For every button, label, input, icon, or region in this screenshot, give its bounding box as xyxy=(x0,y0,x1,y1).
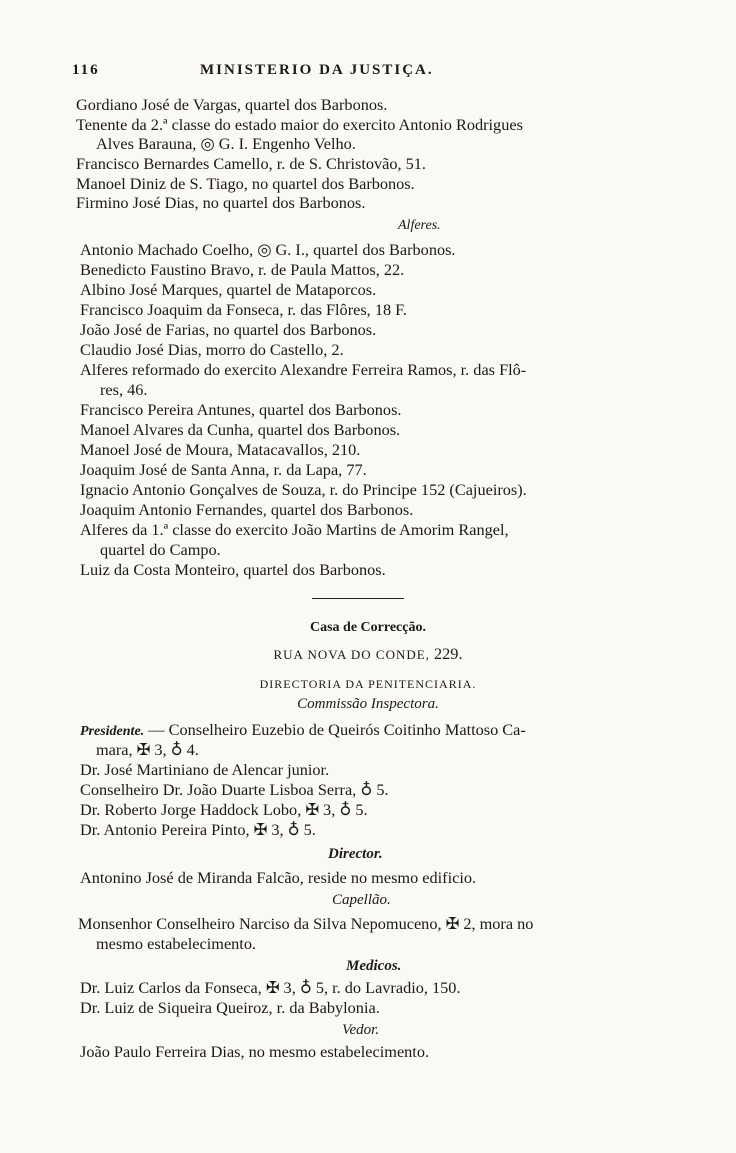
text-line: Gordiano José de Vargas, quartel dos Barbonos. xyxy=(76,95,388,114)
text-line: Luiz da Costa Monteiro, quartel dos Barbonos. xyxy=(80,560,386,579)
text-line: Francisco Bernardes Camello, r. de S. Christovão, 51. xyxy=(76,154,426,173)
text-line: Antonino José de Miranda Falcão, reside no mesmo edificio. xyxy=(80,868,477,887)
text-line: Manoel Alvares da Cunha, quartel dos Barbonos. xyxy=(80,420,401,439)
text-line: Monsenhor Conselheiro Narciso da Silva Nepomuceno, ✠ 2, mora no xyxy=(78,914,534,933)
page-number: 116 xyxy=(72,62,100,78)
text-line: Tenente da 2.ª classe do estado maior do exercito Antonio Rodrigues xyxy=(76,115,523,134)
text-line: Manoel Diniz de S. Tiago, no quartel dos Barbonos. xyxy=(76,174,415,193)
text-line: quartel do Campo. xyxy=(100,540,221,559)
text-line: Joaquim José de Santa Anna, r. da Lapa, 77. xyxy=(80,460,367,479)
text-line: Firmino José Dias, no quartel dos Barbonos. xyxy=(76,193,366,212)
text-line: Joaquim Antonio Fernandes, quartel dos Barbonos. xyxy=(80,500,414,519)
text-line: Francisco Pereira Antunes, quartel dos Barbonos. xyxy=(80,400,402,419)
running-title: MINISTERIO DA JUSTIÇA. xyxy=(200,62,434,78)
text-line: João Paulo Ferreira Dias, no mesmo estabelecimento. xyxy=(80,1042,430,1061)
text-line: Albino José Marques, quartel de Mataporcos. xyxy=(80,280,377,299)
text-line: Conselheiro Dr. João Duarte Lisboa Serra, ♁ 5. xyxy=(80,780,389,799)
text-line: mara, ✠ 3, ♁ 4. xyxy=(96,740,199,759)
presidente-text: — Conselheiro Euzebio de Queirós Coitinho Mattoso Ca- xyxy=(148,720,526,739)
section-heading-alferes: Alferes. xyxy=(398,218,441,233)
section-heading-capellao: Capellão. xyxy=(332,892,391,908)
text-line: Alves Barauna, ◎ G. I. Engenho Velho. xyxy=(96,134,356,153)
text-line: Antonio Machado Coelho, ◎ G. I., quartel dos Barbonos. xyxy=(80,240,456,259)
text-line: Claudio José Dias, morro do Castello, 2. xyxy=(80,340,344,359)
text-line: João José de Farias, no quartel dos Barbonos. xyxy=(80,320,377,339)
text-line: Dr. Roberto Jorge Haddock Lobo, ✠ 3, ♁ 5. xyxy=(80,800,368,819)
directorate-heading: DIRECTORIA DA PENITENCIARIA. xyxy=(259,677,477,691)
text-line: Dr. José Martiniano de Alencar junior. xyxy=(80,760,330,779)
section-divider xyxy=(312,598,404,599)
section-heading-director: Director. xyxy=(328,846,383,862)
text-line: Francisco Joaquim da Fonseca, r. das Flôres, 18 F. xyxy=(80,300,407,319)
presidente-label: Presidente. xyxy=(80,724,145,739)
text-line: res, 46. xyxy=(100,380,148,399)
section-title: Casa de Correcção. xyxy=(310,620,426,635)
text-line: Dr. Luiz de Siqueira Queiroz, r. da Babylonia. xyxy=(80,998,380,1017)
text-line: mesmo estabelecimento. xyxy=(96,934,257,953)
section-heading-vedor: Vedor. xyxy=(342,1022,380,1038)
commission-heading: Commissão Inspectora. xyxy=(297,696,439,712)
section-heading-medicos: Medicos. xyxy=(346,958,402,974)
address-street: RUA NOVA DO CONDE, xyxy=(273,647,430,662)
text-line: Ignacio Antonio Gonçalves de Souza, r. do Principe 152 (Cajueiros). xyxy=(80,480,527,499)
presidente-line xyxy=(80,720,526,742)
address-line xyxy=(0,644,736,665)
address-number: 229. xyxy=(434,644,463,663)
text-line: Dr. Luiz Carlos da Fonseca, ✠ 3, ♁ 5, r. do Lavradio, 150. xyxy=(80,978,461,997)
text-line: Alferes reformado do exercito Alexandre Ferreira Ramos, r. das Flô- xyxy=(80,360,527,379)
text-line: Alferes da 1.ª classe do exercito João Martins de Amorim Rangel, xyxy=(80,520,509,539)
text-line: Dr. Antonio Pereira Pinto, ✠ 3, ♁ 5. xyxy=(80,820,316,839)
text-line: Manoel José de Moura, Matacavallos, 210. xyxy=(80,440,361,459)
text-line: Benedicto Faustino Bravo, r. de Paula Mattos, 22. xyxy=(80,260,405,279)
